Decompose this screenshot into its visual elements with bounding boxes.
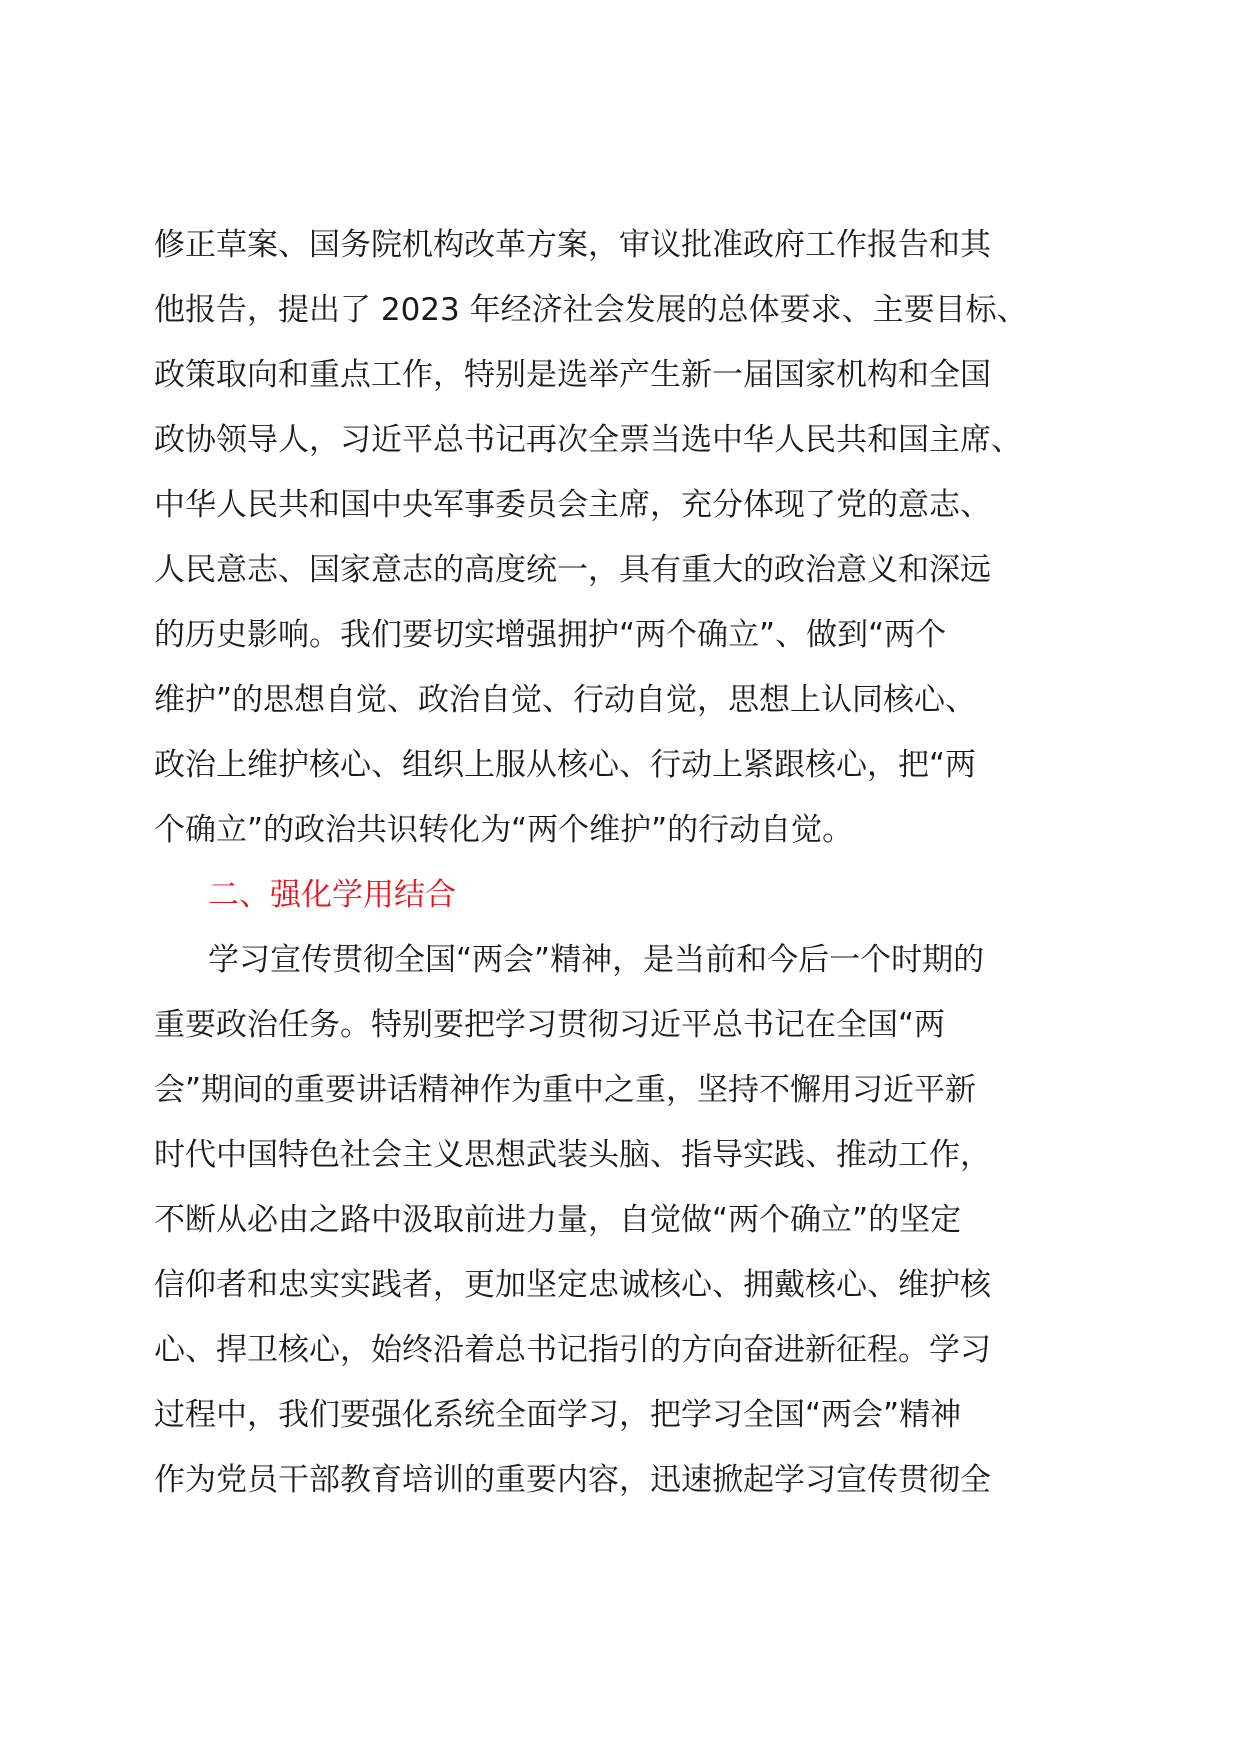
paragraph-line: 会”期间的重要讲话精神作为重中之重，坚持不懈用习近平新 bbox=[154, 1072, 977, 1108]
paragraph-line: 时代中国特色社会主义思想武装头脑、指导实践、推动工作， bbox=[154, 1137, 991, 1173]
paragraph-line: 政策取向和重点工作，特别是选举产生新一届国家机构和全国 bbox=[154, 357, 991, 393]
paragraph-1 bbox=[154, 213, 1094, 863]
paragraph-line: 政协领导人，习近平总书记再次全票当选中华人民共和国主席、 bbox=[154, 422, 1022, 458]
paragraph-line: 的历史影响。我们要切实增强拥护“两个确立”、做到“两个 bbox=[154, 617, 947, 653]
paragraph-2 bbox=[154, 928, 1094, 1513]
paragraph-line: 不断从必由之路中汲取前进力量，自觉做“两个确立”的坚定 bbox=[154, 1202, 962, 1238]
paragraph-line: 过程中，我们要强化系统全面学习，把学习全国“两会”精神 bbox=[154, 1397, 962, 1433]
paragraph-line: 信仰者和忠实实践者，更加坚定忠诚核心、拥戴核心、维护核 bbox=[154, 1267, 991, 1303]
paragraph-line: 重要政治任务。特别要把学习贯彻习近平总书记在全国“两 bbox=[154, 1007, 946, 1043]
paragraph-line: 心、捍卫核心，始终沿着总书记指引的方向奋进新征程。学习 bbox=[154, 1332, 991, 1368]
paragraph-line: 维护”的思想自觉、政治自觉、行动自觉，思想上认同核心、 bbox=[154, 682, 977, 718]
document-body bbox=[154, 213, 1094, 1513]
section-heading: 二、强化学用结合 bbox=[208, 877, 456, 913]
paragraph-line: 个确立”的政治共识转化为“两个维护”的行动自觉。 bbox=[154, 812, 854, 848]
paragraph-line: 政治上维护核心、组织上服从核心、行动上紧跟核心，把“两 bbox=[154, 747, 977, 783]
paragraph-line: 学习宣传贯彻全国“两会”精神，是当前和今后一个时期的 bbox=[208, 942, 985, 978]
paragraph-line: 修正草案、国务院机构改革方案，审议批准政府工作报告和其 bbox=[154, 227, 991, 263]
paragraph-line: 人民意志、国家意志的高度统一，具有重大的政治意义和深远 bbox=[154, 552, 991, 588]
paragraph-line: 中华人民共和国中央军事委员会主席，充分体现了党的意志、 bbox=[154, 487, 991, 523]
paragraph-line: 他报告，提出了 2023 年经济社会发展的总体要求、主要目标、 bbox=[154, 292, 1028, 328]
paragraph-line: 作为党员干部教育培训的重要内容，迅速掀起学习宣传贯彻全 bbox=[154, 1462, 991, 1498]
